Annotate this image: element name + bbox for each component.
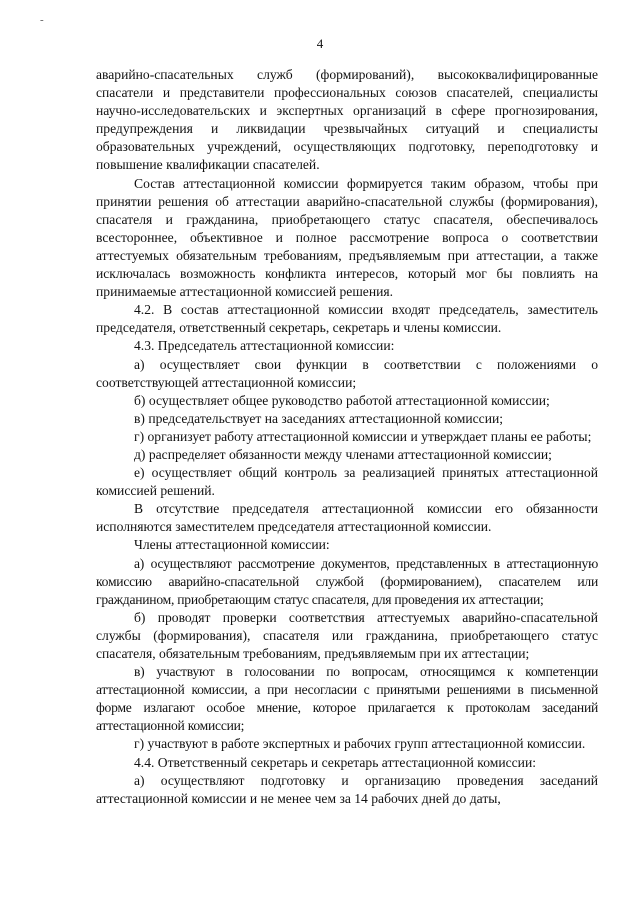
paragraph: 4.4. Ответственный секретарь и секретарь аттестационной комиссии: [134,754,537,770]
document-body [96,66,598,808]
paragraph: Состав аттестационной комиссии формируется таким образом, чтобы при принятии решения об аттестации аварийно-спасательной службы (формирования), спасателя и гражданина, приобретающего статус спасателя, обеспечивалось всестороннее, объективное и полное рассмотрение вопроса о соответствии аттестуемых обязательным требованиям, предъявляемым при аттестации, а также исключалась возможность конфликта интересов, который мог бы повлиять на принимаемые аттестационной комиссией решения. [96,175,598,300]
paragraph: б) осуществляет общее руководство работой аттестационной комиссии; [134,392,550,408]
page-number: 4 [316,36,324,51]
paragraph: Члены аттестационной комиссии: [134,537,330,553]
paragraph: в) участвуют в голосовании по вопросам, относящимся к компетенции аттестационной комиссии, а при несогласии с принятыми решениями в письменной форме излагают особое мнение, которое прилагается к протоколам заседаний аттестационной комиссии; [96,664,598,734]
paragraph: 4.2. В состав аттестационной комиссии входят председатель, заместитель председателя, ответственный секретарь, секретарь и члены комиссии. [96,302,598,336]
scan-mark: - [40,14,44,26]
paragraph: в) председательствует на заседаниях аттестационной комиссии; [134,410,504,426]
paragraph: б) проводят проверки соответствия аттестуемых аварийно-спасательной службы (формирования), спасателя или гражданина, приобретающего статус спасателя, обязательным требованиям, предъявляемым при их аттестации; [96,609,598,661]
paragraph: а) осуществляют подготовку и организацию проведения заседаний аттестационной комиссии и не менее чем за 14 рабочих дней до даты, [96,772,598,806]
paragraph: аварийно-спасательных служб (формирований), высококвалифицированные спасатели и представители профессиональных союзов спасателей, специалисты научно-исследовательских и экспертных организаций в сфере прогнозирования, предупреждения и ликвидации чрезвычайных ситуаций и специалисты образовательных учреждений, осуществляющих подготовку, переподготовку и повышение квалификации спасателей. [96,67,598,173]
paragraph: а) осуществляет свои функции в соответствии с положениями о соответствующей аттестационной комиссии; [96,356,598,390]
paragraph: 4.3. Председатель аттестационной комиссии: [134,338,395,354]
paragraph: а) осуществляют рассмотрение документов, представленных в аттестационную комиссию аварийно-спасательной службой (формированием), спасателем или гражданином, приобретающим статус спасателя, для проведения их аттестации; [96,555,598,607]
paragraph: В отсутствие председателя аттестационной комиссии его обязанности исполняются заместителем председателя аттестационной комиссии. [96,501,598,535]
paragraph: д) распределяет обязанности между членами аттестационной комиссии; [134,446,552,462]
paragraph: г) организует работу аттестационной комиссии и утверждает планы ее работы; [134,428,592,444]
paragraph: г) участвуют в работе экспертных и рабочих групп аттестационной комиссии. [134,736,586,752]
paragraph: е) осуществляет общий контроль за реализацией принятых аттестационной комиссией решений. [96,465,598,499]
